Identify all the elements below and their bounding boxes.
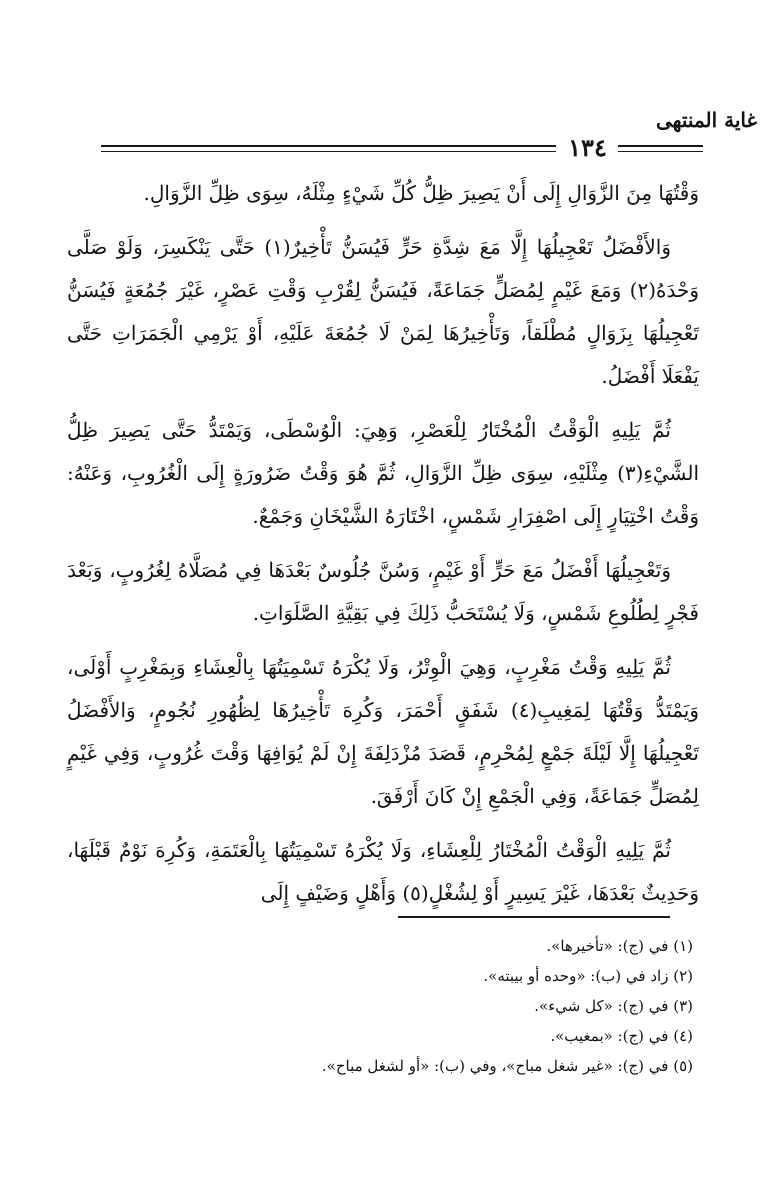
paragraph-5: ثُمَّ يَلِيهِ وَقْتُ مَغْرِبٍ، وَهِيَ الْوِتْرُ، وَلَا يُكْرَهُ تَسْمِيَتُهَا بِالْعِشَاءِ وَبِمَغْرِبٍ أَوْلَى، وَيَمْتَدُّ وَقْتُهَا لِمَغِيبِ(٤) شَفَقٍ أَحْمَرَ، وَكُرِهَ تَأْخِيرُهَا لِظُهُورِ نُجُومٍ، وَالأَفْضَلُ تَعْجِيلُهَا إِلَّا لَيْلَةَ جَمْعٍ لِمُحْرِمٍ، قَصَدَ مُزْدَلِفَةَ إِنْ لَمْ يُوَافِهَا وَقْتَ غُرُوبٍ، وَفِي غَيْمٍ لِمُصَلٍّ جَمَاعَةً، وَفِي الْجَمْعِ إِنْ كَانَ أَرْفَقَ. bbox=[67, 655, 699, 808]
header-rule-left-lower bbox=[101, 151, 556, 152]
footnote-separator bbox=[398, 916, 670, 918]
main-text bbox=[67, 172, 699, 926]
footnote-3: (٣) في (ج): «كل شيء». bbox=[534, 997, 693, 1015]
header-rule-right-lower bbox=[618, 151, 703, 152]
paragraph-2: وَالأَفْضَلُ تَعْجِيلُهَا إِلَّا مَعَ شِدَّةِ حَرٍّ فَيُسَنُّ تَأْخِيرٌ(١) حَتَّى يَنْكَسِرَ، وَلَوْ صَلَّى وَحْدَهُ(٢) وَمَعَ غَيْمٍ لِمُصَلٍّ جَمَاعَةً، فَيُسَنُّ لِقُرْبِ وَقْتِ عَصْرٍ، غَيْرَ جُمُعَةٍ فَيُسَنُّ تَعْجِيلُهَا بِزَوَالٍ مُطْلَقاً، وَتَأْخِيرُهَا لِمَنْ لَا جُمُعَةَ عَلَيْهِ، أَوْ يَرْمِي الْجَمَرَاتِ حَتَّى يَفْعَلَا أَفْضَلُ. bbox=[67, 235, 699, 388]
footnote-5: (٥) في (ج): «غير شغل مباح»، وفي (ب): «أو لشغل مباح». bbox=[321, 1057, 693, 1075]
paragraph-3: ثُمَّ يَلِيهِ الْوَقْتُ الْمُخْتَارُ لِلْعَصْرِ، وَهِيَ: الْوُسْطَى، وَيَمْتَدُّ حَتَّى يَصِيرَ ظِلُّ الشَّيْءِ(٣) مِثْلَيْهِ، سِوَى ظِلِّ الزَّوَالِ، ثُمَّ هُوَ وَقْتُ ضَرُورَةٍ إِلَى الْغُرُوبِ، وَعَنْهُ: وَقْتُ اخْتِيَارٍ إِلَى اصْفِرَارِ شَمْسٍ، اخْتَارَهُ الشَّيْخَانِ وَجَمْعٌ. bbox=[67, 418, 699, 528]
paragraph-6: ثُمَّ يَلِيهِ الْوَقْتُ الْمُخْتَارُ لِلْعِشَاءِ، وَلَا يُكْرَهُ تَسْمِيَتُهَا بِالْعَتَمَةِ، وَكُرِهَ نَوْمٌ قَبْلَهَا، وَحَدِيثٌ بَعْدَهَا، غَيْرَ يَسِيرٍ أَوْ لِشُغْلٍ(٥) وَأَهْلٍ وَضَيْفٍ إِلَى bbox=[67, 838, 699, 905]
page-number: ١٣٤ bbox=[568, 133, 607, 162]
footnotes bbox=[73, 931, 693, 1081]
running-header-title: غاية المنتهى bbox=[656, 108, 757, 132]
footnote-2: (٢) زاد في (ب): «وحده أو بيبته». bbox=[483, 967, 693, 985]
footnote-4: (٤) في (ج): «بمغيب». bbox=[550, 1027, 693, 1045]
footnote-1: (١) في (ج): «تأخيرها». bbox=[546, 937, 693, 955]
paragraph-1: وَقْتُهَا مِنَ الزَّوَالِ إِلَى أَنْ يَصِيرَ ظِلُّ كُلِّ شَيْءٍ مِثْلَهُ، سِوَى ظِلِّ الزَّوَالِ. bbox=[143, 181, 699, 205]
paragraph-4: وَتَعْجِيلُهَا أَفْضَلُ مَعَ حَرٍّ أَوْ غَيْمٍ، وَسُنَّ جُلُوسٌ بَعْدَهَا فِي مُصَلَّاهُ لِغُرُوبٍ، وَبَعْدَ فَجْرٍ لِطُلُوعِ شَمْسٍ، وَلَا يُسْتَحَبُّ ذَلِكَ فِي بَقِيَّةِ الصَّلَوَاتِ. bbox=[67, 558, 699, 625]
header-rule-left-upper bbox=[101, 145, 556, 147]
header-rule-right-upper bbox=[618, 145, 703, 147]
